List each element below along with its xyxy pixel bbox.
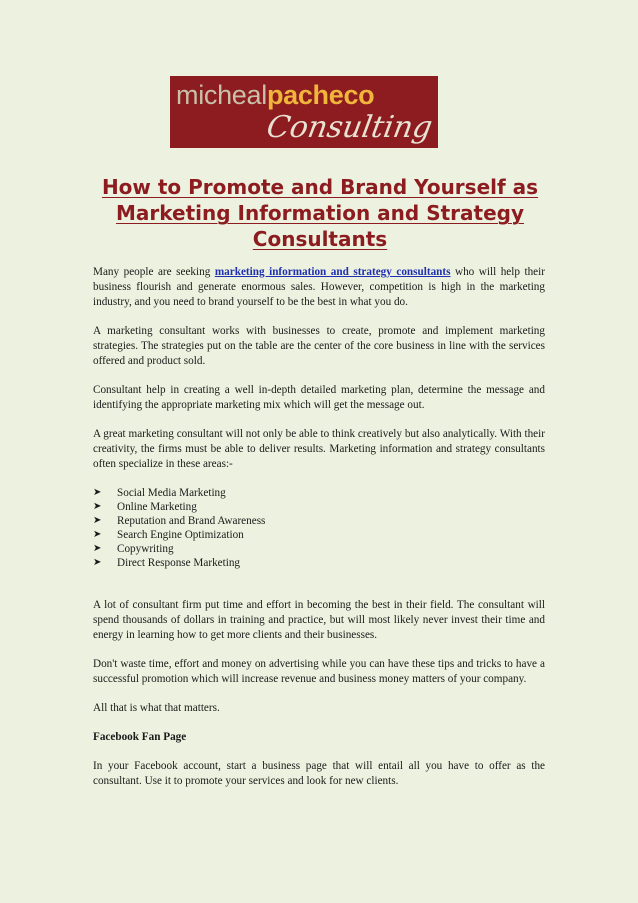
arrow-bullet-icon: ➤: [93, 543, 102, 554]
list-item: [93, 542, 545, 556]
list-item: [93, 500, 545, 514]
paragraph-4: A great marketing consultant will not only be able to think creatively but also analytically. With their creativity, the firms must be able to deliver results. Marketing information and strategy consultants often specialize in these areas:-: [93, 428, 545, 470]
logo-name: [176, 80, 374, 110]
page-title: [80, 174, 560, 252]
paragraph-intro: [93, 265, 545, 310]
title-line-3: Consultants: [252, 227, 388, 251]
paragraph-6: Don't waste time, effort and money on advertising while you can have these tips and tricks to have a successful promotion which will increase revenue and business money matters of your company.: [93, 658, 545, 685]
list-item-label: Social Media Marketing: [117, 487, 226, 499]
specialization-list: [93, 486, 545, 570]
arrow-bullet-icon: ➤: [93, 501, 102, 512]
arrow-bullet-icon: ➤: [93, 487, 102, 498]
consultants-link[interactable]: marketing information and strategy consultants: [214, 266, 451, 278]
list-item-label: Online Marketing: [117, 501, 197, 513]
list-item-label: Search Engine Optimization: [117, 529, 244, 541]
arrow-bullet-icon: ➤: [93, 529, 102, 540]
section-heading-facebook: Facebook Fan Page: [93, 731, 187, 743]
list-item: [93, 556, 545, 570]
list-item-label: Reputation and Brand Awareness: [117, 515, 266, 527]
logo-word-last: pacheco: [266, 80, 375, 110]
list-item: [93, 486, 545, 500]
logo-consulting: Consulting: [264, 110, 436, 145]
title-line-2: Marketing Information and Strategy: [115, 201, 525, 225]
title-line-1: How to Promote and Brand Yourself as: [101, 175, 539, 199]
intro-text-start: Many people are seeking: [93, 266, 215, 278]
list-item: [93, 528, 545, 542]
arrow-bullet-icon: ➤: [93, 515, 102, 526]
paragraph-3: Consultant help in creating a well in-depth detailed marketing plan, determine the message and identifying the appropriate marketing mix which will get the message out.: [93, 384, 545, 411]
arrow-bullet-icon: ➤: [93, 557, 102, 568]
article-body: [93, 265, 545, 803]
list-item-label: Copywriting: [117, 543, 174, 555]
list-item-label: Direct Response Marketing: [117, 557, 241, 569]
paragraph-7: All that is what that matters.: [93, 702, 220, 714]
paragraph-5: A lot of consultant firm put time and effort in becoming the best in their field. The consultant will spend thousands of dollars in training and practice, but will most likely never invest their time and energy in learning how to get more clients and their businesses.: [93, 599, 545, 641]
list-item: [93, 514, 545, 528]
paragraph-2: A marketing consultant works with businesses to create, promote and implement marketing strategies. The strategies put on the table are the center of the core business in line with the services offered and product sold.: [93, 325, 545, 367]
company-logo: [170, 76, 438, 148]
logo-word-first: micheal: [176, 80, 267, 110]
paragraph-8: In your Facebook account, start a business page that will entail all you have to offer as the consultant. Use it to promote your services and look for new clients.: [93, 760, 545, 787]
intro-text-end: who will help their business flourish and generate enormous sales. However, competition is high in the marketing industry, and you need to brand yourself to be the best in what you do.: [93, 266, 545, 308]
